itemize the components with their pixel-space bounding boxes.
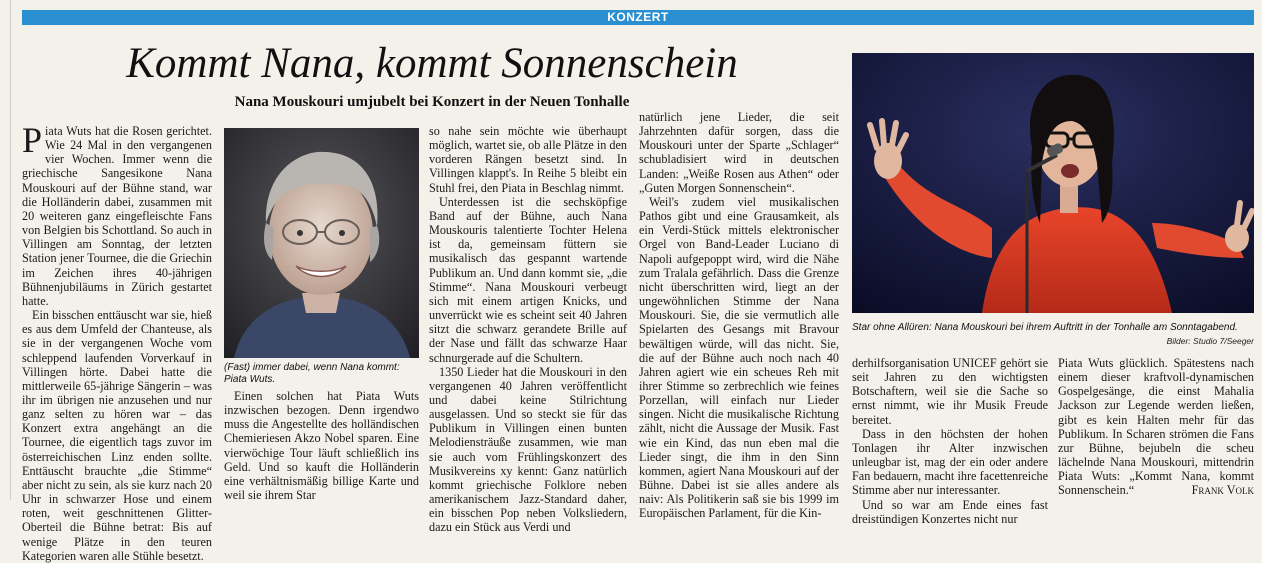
column-2: [224, 389, 419, 502]
photo-credit: Bilder: Studio 7/Seeger: [1166, 336, 1254, 346]
drop-cap: P: [22, 120, 43, 160]
paragraph: natürlich jene Lieder, die seit Jahrzehnten dafür sorgen, dass die Mouskouri unter der Sparte „Schlager“ schubladisiert wird in deutschen Landen: „Weiße Rosen aus Athen“ oder „Guten Morgen Sonnenschein“.: [639, 110, 839, 195]
stage-illustration: [852, 53, 1254, 313]
column-5: [852, 356, 1048, 526]
paragraph: Weil's zudem viel musikalischen Pathos gibt und eine Grausamkeit, als ein Verdi-Stück mittels elektronischer Orgel von Band-Leader Luciano di Napoli aufgepoppt wird, wird die Nähe zum Tralala gefährlich. Dass die Grenze nicht überschritten wird, liegt an der ungewöhnlichen Stimme der Nana Mouskouri. Sie, die sie vermutlich alle Spielarten des Gesangs mit Bravour bewältigen würde, will das nicht. Sie, die auf der Bühne auch noch nach 40 Jahren agiert wie ein scheues Reh mit ihrer Stimme so zerbrechlich wie feines Porzellan, will einfach nur Lieder singen. Nicht die musikalische Richtung zählt, nicht die Aussage der Musik. Fast wie ein Kind, das nun eben mal die Lieder singt, die ihm in den Sinn kommen, agiert Nana Mouskouri auf der Bühne. Dabei ist sie alles andere als naiv: Als Politikerin saß sie bis 1999 im Europäischen Parlament, für die Kin-: [639, 194, 839, 521]
paragraph: Piata Wuts glücklich. Spätestens nach einem dieser kraftvoll-dynamischen Gospelgesänge, die einst Mahalia Jackson zur Legende werden ließen, gibt es kein Halten mehr für das Publikum. In Scharen strömen die Fans zur Bühne, bejubeln die scheu lächelnde Nana Mouskouri, mittendrin Piata Wuts: „Kommt Nana, kommt Sonnenschein.“ Frank Volk: [1058, 356, 1254, 498]
author-byline: Frank Volk: [1191, 483, 1254, 498]
column-3: [429, 124, 627, 535]
column-1: [22, 120, 212, 563]
section-banner: [22, 10, 1254, 25]
paragraph: derhilfsorganisation UNICEF gehört sie seit Jahren zu den wichtigsten Botschaftern, weil sie die Sache so ernst nimmt, wie ihr Musik Freude bereitet.: [852, 356, 1048, 427]
paragraph: Unterdessen ist die sechsköpfige Band auf der Bühne, auch Nana Mouskouris talentierte Tochter Helena ist da, gemeinsam füttern sie musikalisch das gespannt wartende Publikum an. Und dann kommt sie, „die Stimme“. Nana Mouskouri verbeugt sich mit einem artigen Knicks, und unverrückt wie es scheint seit 40 Jahren sitzt die schwarz gerandete Brille auf der Nase und fällt das schwarze Haar schnurgerade auf die Schultern.: [429, 194, 627, 365]
headline: Kommt Nana, kommt Sonnenschein: [126, 40, 738, 87]
photo-caption-1: (Fast) immer dabei, wenn Nana kommt: Piata Wuts.: [224, 362, 400, 385]
photo-caption-2: Star ohne Allüren: Nana Mouskouri bei ihrem Auftritt in der Tonhalle am Sonntagabend.: [852, 322, 1238, 333]
page-edge-rule: [10, 0, 11, 500]
paragraph: 1350 Lieder hat die Mouskouri in den vergangenen 40 Jahren veröffentlicht und dabei keine Stilrichtung ausgelassen. Und so steckt sie für das Publikum in Villingen einen bunten Melodiensträuße zusammen, wie man sie auch vom Frühlingskonzert des Musikvereins xy kennt: Ganz natürlich kommt griechische Folklore neben amerikanischem Jazz-Standard daher, ein bisschen Pop neben Volksliedern, dazu ein Stück aus Verdi und: [429, 364, 627, 535]
paragraph: so nahe sein möchte wie überhaupt möglich, wartet sie, ob alle Plätze in den vorderen Rängen besetzt sind. In Villingen klappt's. In Reihe 5 bleibt ein Stuhl frei, den Piata in Beschlag nimmt.: [429, 124, 627, 195]
paragraph: Ein bisschen enttäuscht war sie, hieß es aus dem Umfeld der Chanteuse, als sie in der vergangenen Woche vom schleppend laufenden Vorverkauf in Villingen hörte. Dabei hatte die mittlerweile 65-jährige Sängerin – was ihr im übrigen nie anzusehen und nur ganz selten zu hören war – das Konzert extra angehängt an die Tournee, die eigentlich tags zuvor im österreichischen Linz enden sollte. Enttäuscht brauchte „die Stimme“ aber nicht zu sein, als sie kurz nach 20 Uhr in schwarzer Hose und einem roten, weit geschnittenen Glitter-Oberteil die Bühne betrat: Bis auf wenige Plätze in den teuren Kategorien waren alle Stühle besetzt.: [22, 308, 212, 563]
paragraph: Dass in den höchsten der hohen Tonlagen ihr Alter inzwischen unleugbar ist, mag der ein oder andere Fan bedauern, macht ihre facettenreiche Stimme aber nur interessanter.: [852, 426, 1048, 498]
column-6: [1058, 356, 1254, 498]
portrait-illustration: [224, 128, 419, 358]
column-4: [639, 110, 839, 521]
paragraph: Piata Wuts hat die Rosen gerichtet. Wie 24 Mal in den vergangenen vier Wochen. Immer wenn die griechische Sangesikone Nana Mouskouri auf der Bühne stand, war die Holländerin dabei, zusammen mit 20 weiteren ganz eingefleischte Fans von Belgien bis Schottland. So auch in Villingen am Sonntag, der letzten Station jener Tournee, die die Griechin im Zeichen ihres 40-jährigen Bühnenjubiläums in Zürich gestartet hatte.: [22, 120, 212, 308]
subheadline: Nana Mouskouri umjubelt bei Konzert in der Neuen Tonhalle: [234, 94, 630, 110]
photo-piata-wuts: [224, 128, 419, 358]
paragraph: Und so war am Ende eines fast dreistündigen Konzertes nicht nur: [852, 497, 1048, 526]
section-label: KONZERT: [607, 10, 669, 24]
paragraph: Einen solchen hat Piata Wuts inzwischen bezogen. Denn irgendwo muss die Angestellte des holländischen Chemieriesen Akzo Nobel sparen. Eine vierwöchige Tour läuft schließlich ins Geld. Und so kauft die Holländerin eine verhältnismäßig billige Karte und weil sie ihrem Star: [224, 389, 419, 503]
photo-nana-mouskouri: [852, 53, 1254, 313]
